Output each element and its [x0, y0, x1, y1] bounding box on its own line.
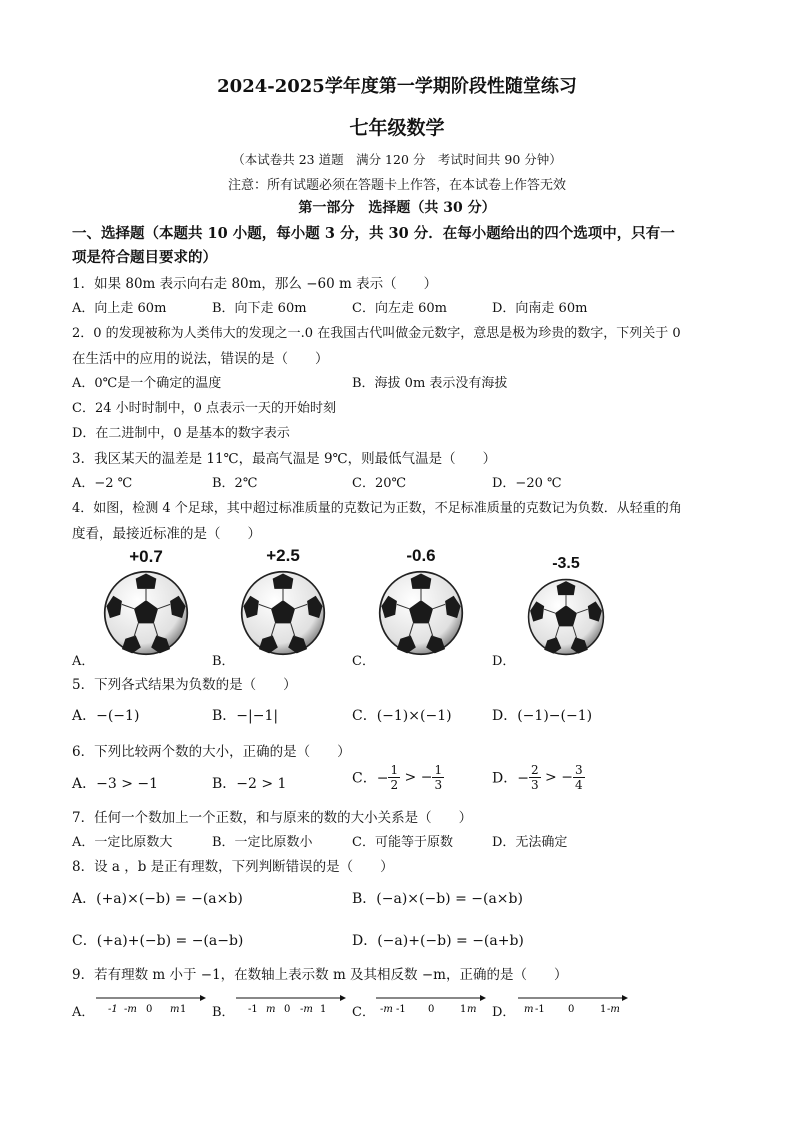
ball-label-c: -0.6 [406, 546, 436, 565]
q6-c-prefix: C．− [352, 770, 389, 787]
q6-d-den-2: 4 [574, 778, 583, 792]
q4-option-c: C． [352, 654, 375, 669]
q8-option-d: D．(−a)+(−b) = −(a+b) [352, 933, 524, 949]
nl-d-label-3: 0 [568, 1004, 575, 1015]
q6-d-num-1: 2 [530, 763, 539, 777]
nl-c-label-5: m [467, 1004, 477, 1015]
q4-option-a: A． [72, 654, 95, 669]
nl-b-label-1: -1 [248, 1004, 258, 1015]
q1-option-a: A．向上走 60m [72, 301, 167, 316]
q1-stem: 1．如果 80m 表示向右走 80m，那么 −60 m 表示（ ） [72, 276, 438, 292]
number-line-b [234, 993, 346, 1017]
q2-option-a: A．0℃是一个确定的温度 [72, 376, 222, 391]
nl-d-label-2: -1 [535, 1004, 545, 1015]
nl-d-label-1: m [524, 1004, 534, 1015]
q6-c-num-1: 1 [390, 763, 399, 777]
nl-d-label-5: -m [607, 1004, 620, 1015]
nl-b-label-2: m [266, 1004, 276, 1015]
nl-c-label-4: 1 [460, 1004, 467, 1015]
q6-option-c [352, 763, 444, 792]
q6-c-fraction-2 [432, 763, 444, 792]
number-line-d [516, 993, 628, 1017]
soccer-ball-icon-d [527, 578, 605, 656]
q4-stem-line1: 4．如图，检测 4 个足球，其中超过标准质量的克数记为正数，不足标准质量的克数记为负数．从轻重的角 [72, 501, 682, 516]
q6-d-num-2: 3 [574, 763, 583, 777]
q4-option-d: D． [492, 654, 516, 669]
soccer-ball-icon-b [240, 570, 326, 656]
q3-option-a: A．−2 ℃ [72, 476, 133, 491]
q6-stem: 6．下列比较两个数的大小，正确的是（ ） [72, 744, 351, 760]
q7-stem: 7．任何一个数加上一个正数，和与原来的数的大小关系是（ ） [72, 810, 473, 826]
q6-d-fraction-1 [529, 763, 541, 792]
q4-stem-line2: 度看，最接近标准的是（ ） [72, 526, 261, 542]
nl-b-label-5: 1 [320, 1004, 327, 1015]
q5-option-d: D．(−1)−(−1) [492, 708, 593, 724]
nl-a-label-3: 0 [146, 1004, 153, 1015]
q6-c-den-2: 3 [434, 778, 443, 792]
q2-option-b: B．海拔 0m 表示没有海拔 [352, 376, 508, 391]
q6-option-d [492, 763, 585, 792]
q9-option-a: A． [72, 1005, 95, 1020]
q8-stem: 8．设 a ，b 是正有理数，下列判断错误的是（ ） [72, 859, 394, 875]
q6-option-b: B．−2 > 1 [212, 776, 287, 792]
q6-c-fraction-1 [388, 763, 400, 792]
q4-option-b: B． [212, 654, 235, 669]
q2-option-d: D．在二进制中，0 是基本的数字表示 [72, 426, 290, 441]
q7-option-d: D．无法确定 [492, 835, 568, 850]
q2-stem-line1: 2．0 的发现被称为人类伟大的发现之一.0 在我国古代叫做金元数字，意思是极为珍贵的数字，下列关于 0 [72, 326, 681, 341]
q5-stem: 5．下列各式结果为负数的是（ ） [72, 677, 297, 693]
nl-a-label-2: -m [124, 1004, 137, 1015]
nl-a-label-4: m [170, 1004, 180, 1015]
q3-option-d: D．−20 ℃ [492, 476, 562, 491]
q5-option-b: B．−|−1| [212, 708, 279, 724]
number-line-a [94, 993, 206, 1017]
q6-option-a: A．−3 > −1 [72, 776, 159, 792]
q6-d-mid: > − [540, 769, 573, 786]
q5-option-c: C．(−1)×(−1) [352, 708, 452, 724]
q8-option-b: B．(−a)×(−b) = −(a×b) [352, 891, 523, 907]
q9-option-b: B． [212, 1005, 235, 1020]
exam-notice: 注意：所有试题必须在答题卡上作答，在本试卷上作答无效 [227, 178, 566, 193]
q3-option-c: C．20℃ [352, 476, 407, 491]
q1-option-b: B．向下走 60m [212, 301, 307, 316]
q7-option-b: B．一定比原数小 [212, 835, 313, 850]
q9-stem: 9．若有理数 m 小于 −1，在数轴上表示数 m 及其相反数 −m，正确的是（ ） [72, 967, 568, 983]
q8-option-a: A．(+a)×(−b) = −(a×b) [72, 891, 243, 907]
nl-d-label-4: 1 [600, 1004, 607, 1015]
q2-stem-line2: 在生活中的应用的说法，错误的是（ ） [72, 351, 329, 367]
nl-b-label-3: 0 [284, 1004, 291, 1015]
q9-option-d: D． [492, 1005, 516, 1020]
section-heading-line1: 一、选择题（本题共 10 小题，每小题 3 分，共 30 分．在每小题给出的四个选项中，只有一 [72, 225, 675, 242]
q6-d-den-1: 3 [530, 778, 539, 792]
q6-c-den-1: 2 [390, 778, 399, 792]
q3-option-b: B．2℃ [212, 476, 258, 491]
nl-c-label-2: -1 [396, 1004, 406, 1015]
exam-title: 2024-2025学年度第一学期阶段性随堂练习 [217, 76, 577, 97]
q3-stem: 3．我区某天的温差是 11℃，最高气温是 9℃，则最低气温是（ ） [72, 451, 497, 467]
ball-label-a: +0.7 [129, 547, 163, 566]
q1-option-c: C．向左走 60m [352, 301, 447, 316]
section-heading-line2: 项是符合题目要求的） [72, 249, 217, 266]
exam-subtitle: 七年级数学 [349, 117, 445, 139]
nl-a-label-5: 1 [180, 1004, 187, 1015]
ball-label-d: -3.5 [552, 555, 580, 572]
part-heading: 第一部分 选择题（共 30 分） [298, 200, 496, 216]
q7-option-a: A．一定比原数大 [72, 835, 173, 850]
nl-a-label-1: -1 [108, 1004, 118, 1015]
soccer-ball-icon-a [103, 570, 189, 656]
q6-c-mid: > − [400, 769, 433, 786]
q6-d-fraction-2 [573, 763, 585, 792]
nl-b-label-4: -m [300, 1004, 313, 1015]
q1-option-d: D．向南走 60m [492, 301, 588, 316]
q5-option-a: A．−(−1) [72, 708, 140, 724]
q9-option-c: C． [352, 1005, 375, 1020]
q6-c-num-2: 1 [434, 763, 443, 777]
q7-option-c: C．可能等于原数 [352, 835, 453, 850]
number-line-c [374, 993, 486, 1017]
exam-info: （本试卷共 23 道题 满分 120 分 考试时间共 90 分钟） [232, 152, 562, 167]
q8-option-c: C．(+a)+(−b) = −(a−b) [72, 933, 244, 949]
nl-c-label-1: -m [380, 1004, 393, 1015]
nl-c-label-3: 0 [428, 1004, 435, 1015]
q2-option-c: C．24 小时时制中，0 点表示一天的开始时刻 [72, 401, 337, 416]
ball-label-b: +2.5 [266, 546, 300, 565]
soccer-ball-icon-c [378, 570, 464, 656]
q6-d-prefix: D．− [492, 770, 529, 787]
